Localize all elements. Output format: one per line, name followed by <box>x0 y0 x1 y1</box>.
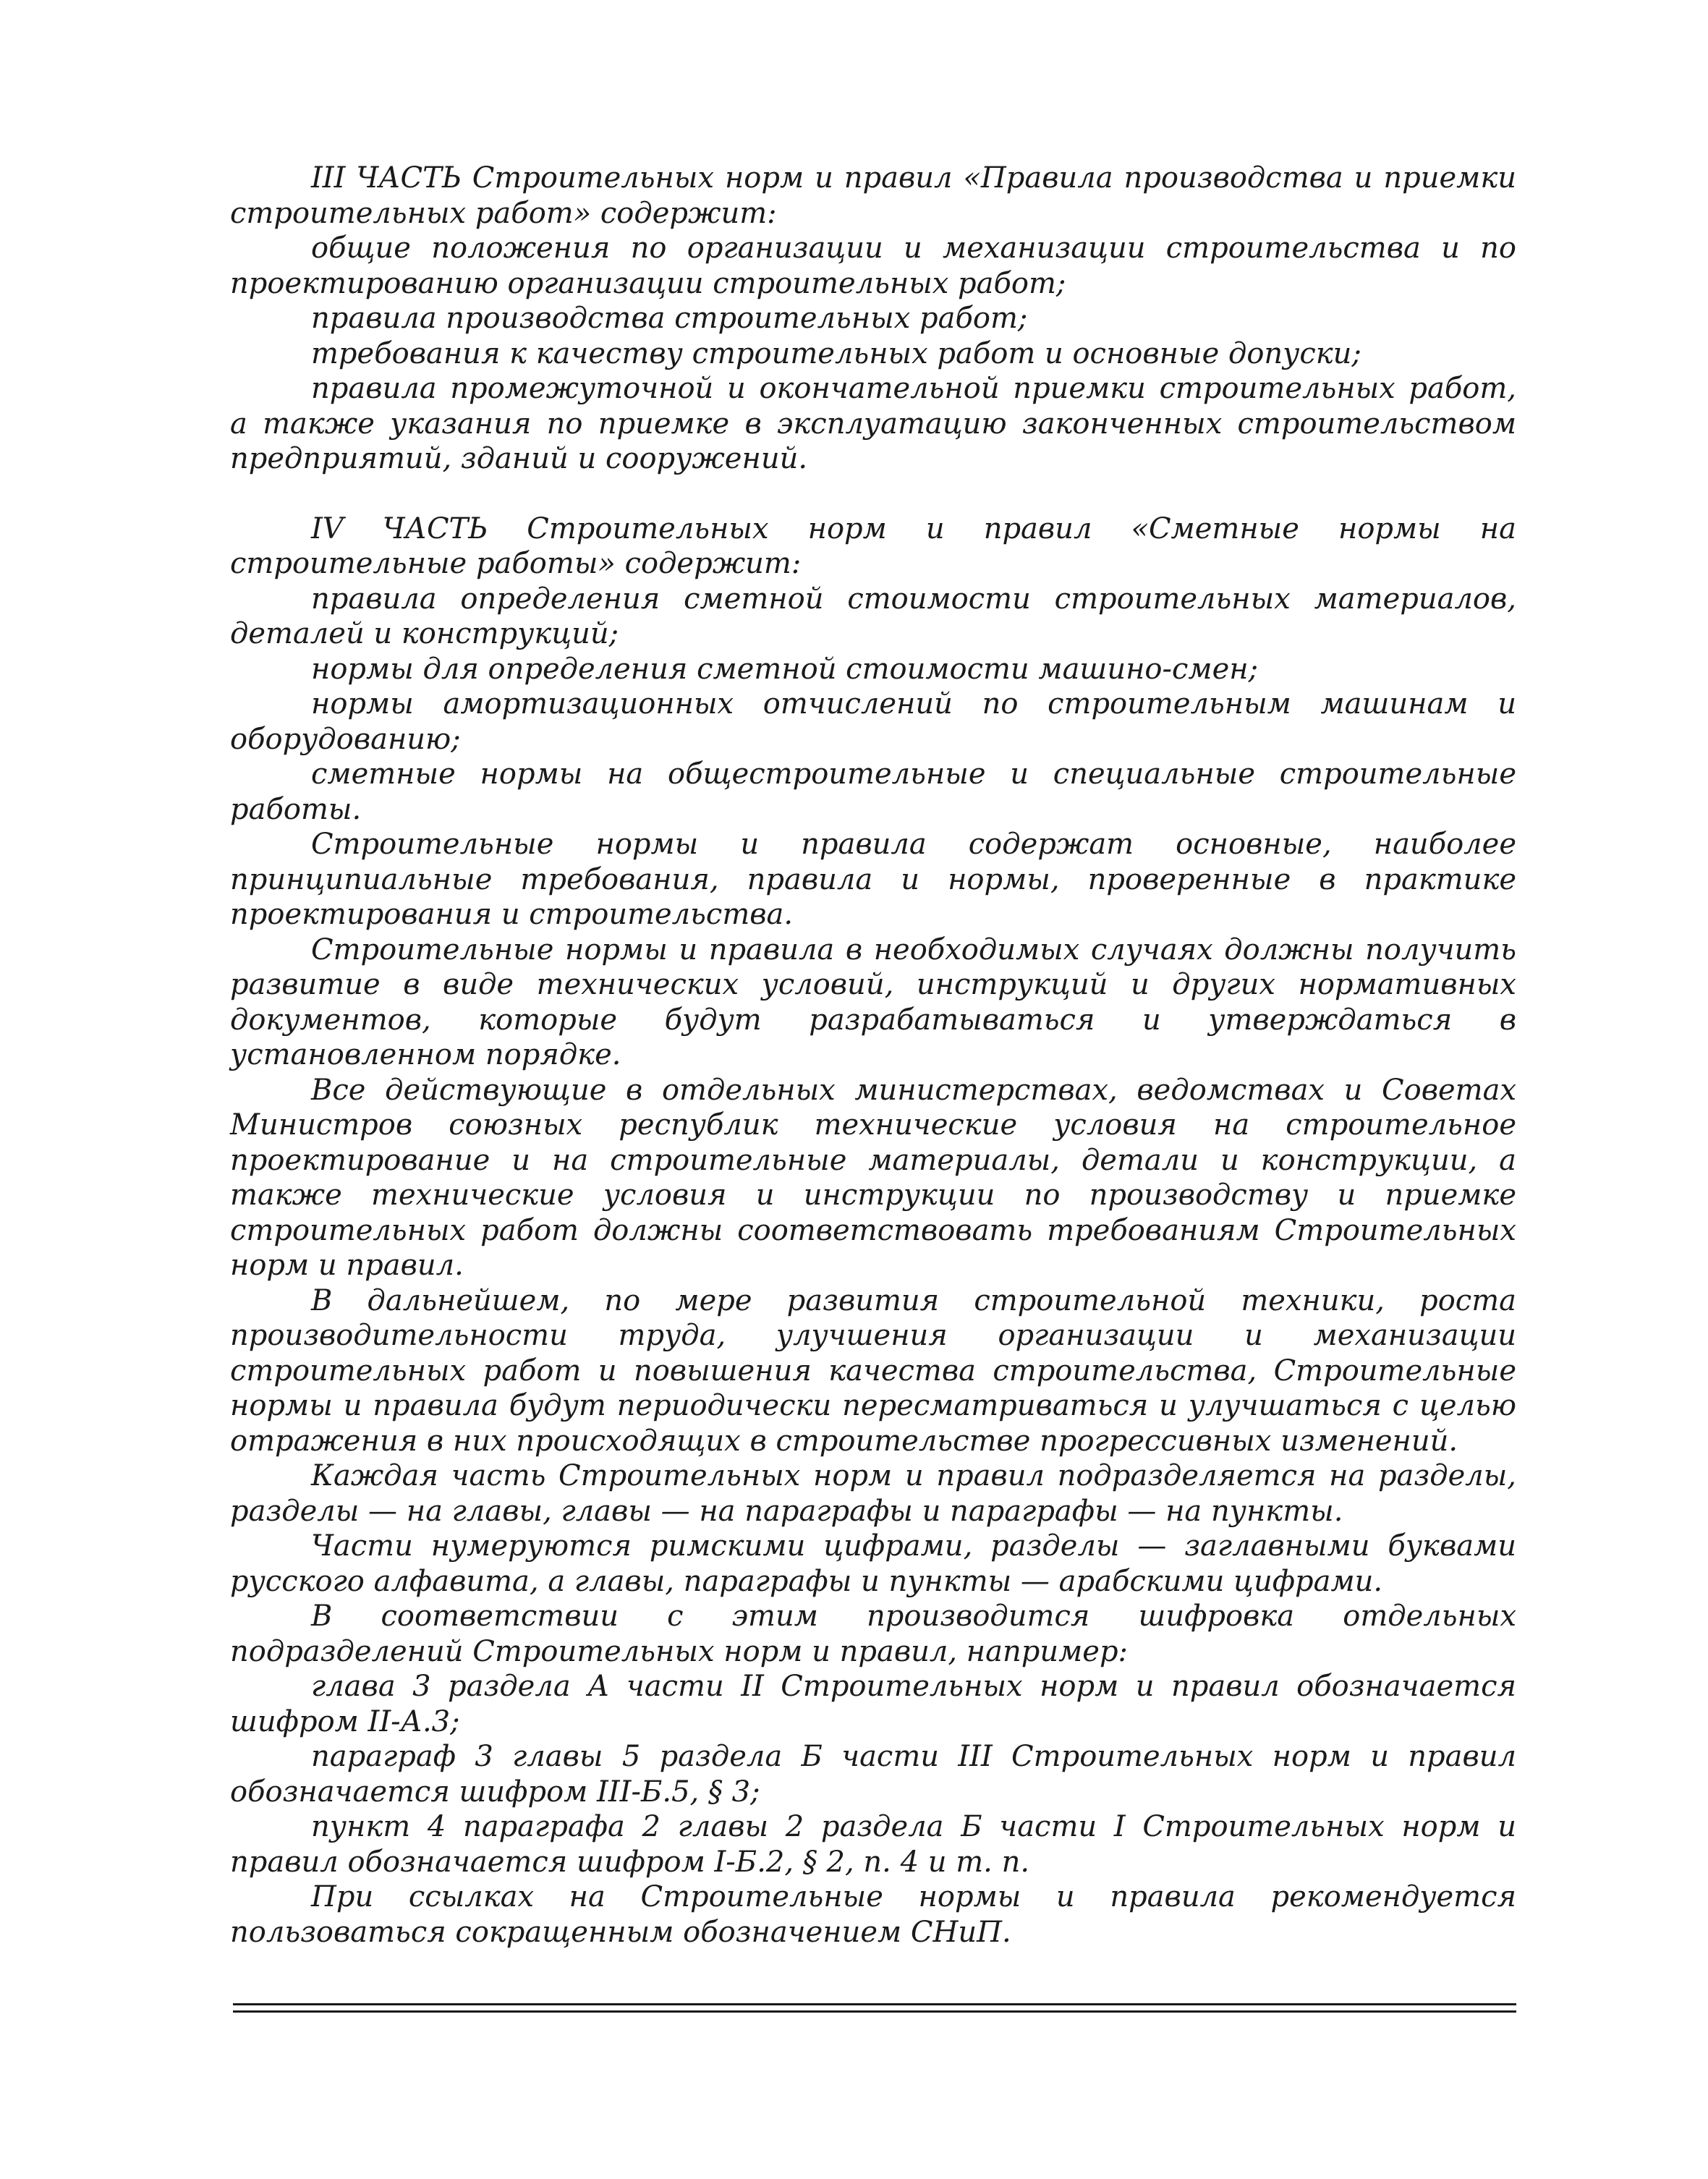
body-paragraph: В дальнейшем, по мере развития строительной техники, роста производительности труда, улучшения организации и механизации строительных работ и повышения качества строительства, Строительные нормы и правила будут периодически пересматриваться и улучшаться с целью отражения в них происходящих в строительстве прогрессивных изменений. <box>230 1283 1516 1458</box>
section-4-item: сметные нормы на общестроительные и специальные строительные работы. <box>230 757 1516 826</box>
body-paragraph: Строительные нормы и правила в необходимых случаях должны получить развитие в виде технических условий, инструкций и других нормативных документов, которые будут разрабатываться и утверждаться в установленном порядке. <box>230 933 1516 1071</box>
body-paragraph: Каждая часть Строительных норм и правил подразделяется на разделы, разделы — на главы, главы — на параграфы и параграфы — на пункты. <box>230 1459 1516 1528</box>
section-4-intro: IV ЧАСТЬ Строительных норм и правил «Сметные нормы на строительные работы» содержит: <box>230 511 1516 580</box>
section-4-item: правила определения сметной стоимости строительных материалов, деталей и конструкций; <box>230 582 1516 650</box>
section-3-item: общие положения по организации и механизации строительства и по проектированию организации строительных работ; <box>230 232 1516 300</box>
body-paragraph: Все действующие в отдельных министерствах, ведомствах и Советах Министров союзных республик технические условия на строительное проектирование и на строительные материалы, детали и конструкции, а также технические условия и инструкции по производству и приемке строительных работ должны соответствовать требованиям Строительных норм и правил. <box>230 1073 1516 1282</box>
section-4-item: нормы амортизационных отчислений по строительным машинам и оборудованию; <box>230 687 1516 756</box>
section-3-item: правила производства строительных работ; <box>311 302 1028 335</box>
document-page <box>230 161 1516 1950</box>
body-paragraph: В соответствии с этим производится шифровка отдельных подразделений Строительных норм и правил, например: <box>230 1600 1516 1668</box>
section-4-item: нормы для определения сметной стоимости машино-смен; <box>311 652 1259 686</box>
section-3-item: требования к качеству строительных работ и основные допуски; <box>311 336 1361 370</box>
section-3-item: правила промежуточной и окончательной приемки строительных работ, а также указания по приемке в эксплуатацию законченных строительством предприятий, зданий и сооружений. <box>230 372 1516 475</box>
cipher-example: пункт 4 параграфа 2 главы 2 раздела Б части I Строительных норм и правил обозначается шифром I-Б.2, § 2, п. 4 и т. п. <box>230 1810 1516 1879</box>
cipher-example: глава 3 раздела А части II Строительных норм и правил обозначается шифром II-А.3; <box>230 1670 1516 1738</box>
body-paragraph: Части нумеруются римскими цифрами, разделы — заглавными буквами русского алфавита, а главы, параграфы и пункты — арабскими цифрами. <box>230 1529 1516 1598</box>
rule-line <box>233 2003 1516 2005</box>
footer-double-rule <box>233 2003 1516 2013</box>
section-spacer <box>230 477 1516 511</box>
cipher-example: параграф 3 главы 5 раздела Б части III Строительных норм и правил обозначается шифром III-Б.5, § 3; <box>230 1740 1516 1809</box>
body-paragraph: Строительные нормы и правила содержат основные, наиболее принципиальные требования, правила и нормы, проверенные в практике проектирования и строительства. <box>230 828 1516 931</box>
closing-paragraph: При ссылках на Строительные нормы и правила рекомендуется пользоваться сокращенным обозначением СНиП. <box>230 1880 1516 1949</box>
section-3-intro: III ЧАСТЬ Строительных норм и правил «Правила производства и приемки строительных работ» содержит: <box>230 161 1516 230</box>
rule-line <box>233 2010 1516 2013</box>
